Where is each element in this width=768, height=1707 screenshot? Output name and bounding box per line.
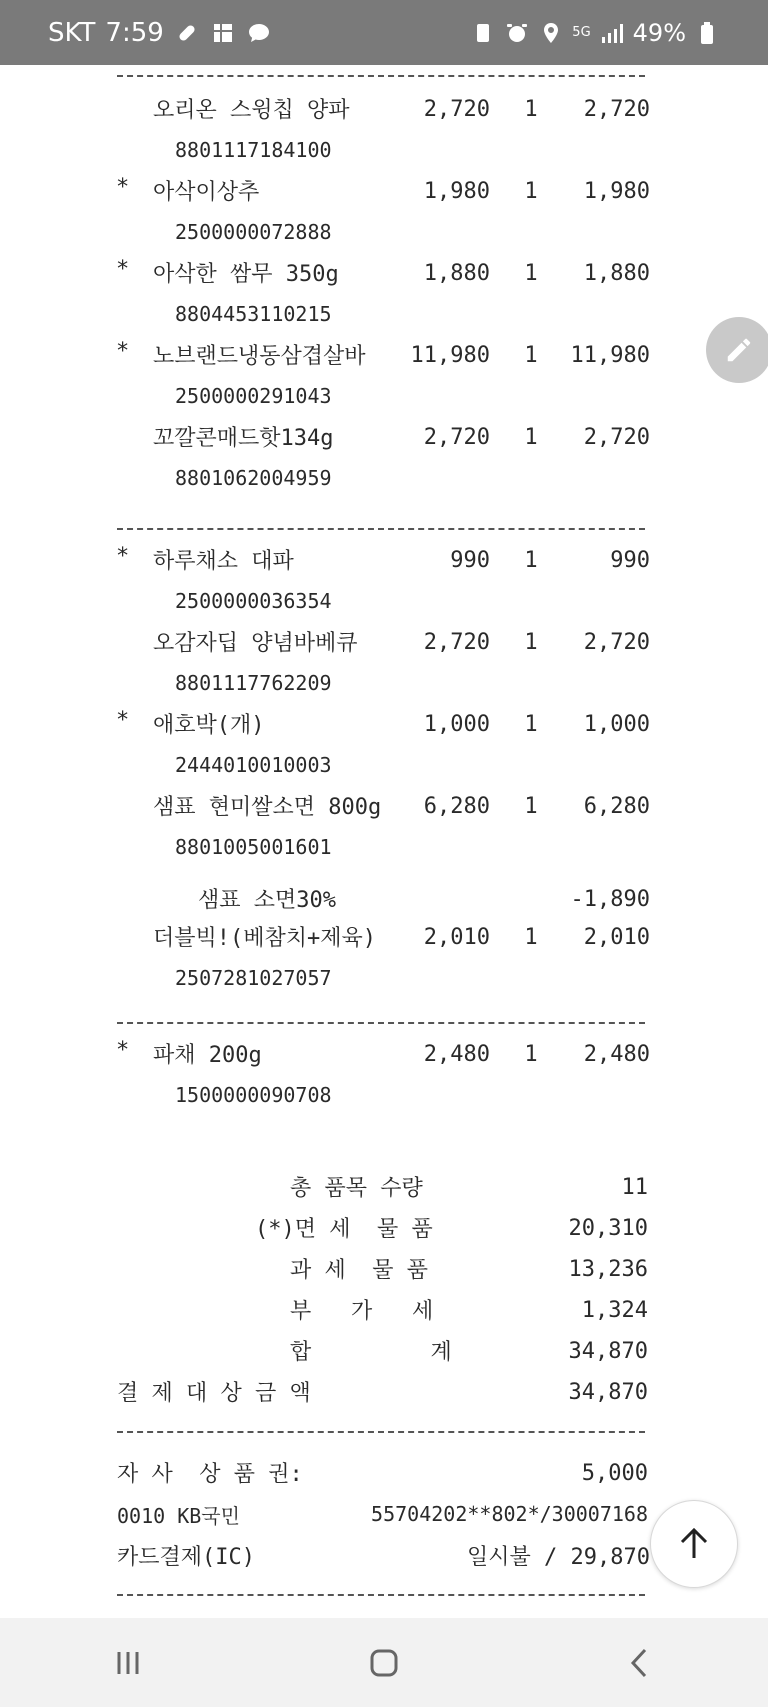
back-button[interactable]: [600, 1633, 680, 1693]
card-label: 0010 KB국민: [117, 1504, 240, 1528]
item-total: 2,480: [583, 1042, 650, 1067]
vat-value: 1,324: [581, 1298, 648, 1323]
item-total: 1,000: [583, 712, 650, 737]
divider: [117, 75, 645, 77]
taxfree-mark: *: [116, 708, 130, 733]
home-button[interactable]: [344, 1633, 424, 1693]
item-price: 1,000: [423, 712, 490, 737]
item-price: 990: [450, 548, 490, 573]
item-barcode: 1500000090708: [175, 1083, 332, 1107]
network-type: 5G: [572, 25, 591, 40]
discount-amount: -1,890: [570, 887, 650, 912]
item-price: 2,010: [423, 925, 490, 950]
item-qty: 1: [524, 925, 538, 950]
item-barcode: 2444010010003: [175, 753, 332, 777]
navigation-bar: [0, 1618, 768, 1707]
item-price: 2,720: [423, 425, 490, 450]
item-name: 오리온 스윙칩 양파: [153, 98, 350, 123]
item-total: 1,880: [583, 261, 650, 286]
total-label: 합 계: [290, 1340, 452, 1365]
receipt: [0, 65, 768, 1617]
pencil-icon: [724, 335, 754, 365]
pill-icon: [174, 20, 200, 46]
item-barcode: 2500000291043: [175, 384, 332, 408]
item-total: 2,720: [583, 630, 650, 655]
item-barcode: 2507281027057: [175, 966, 332, 990]
taxfree-mark: *: [116, 544, 130, 569]
item-qty: 1: [524, 794, 538, 819]
item-price: 2,720: [423, 97, 490, 122]
battery-icon: [694, 20, 720, 46]
taxfree-mark: *: [116, 339, 130, 364]
divider: [117, 1594, 645, 1596]
item-name: 하루채소 대파: [153, 549, 294, 574]
item-name: 오감자딥 양념바베큐: [153, 631, 358, 656]
divider: [117, 1022, 645, 1024]
signal-icon: [599, 20, 625, 46]
item-barcode: 8801117184100: [175, 138, 332, 162]
card-payment: 일시불 / 29,870: [467, 1545, 650, 1570]
taxable-label: 과 세 물 품: [290, 1258, 428, 1283]
item-barcode: 8801117762209: [175, 671, 332, 695]
item-qty: 1: [524, 343, 538, 368]
item-qty: 1: [524, 548, 538, 573]
item-name: 노브랜드냉동삼겹살바: [153, 344, 366, 369]
back-icon: [623, 1646, 657, 1680]
item-barcode: 8801062004959: [175, 466, 332, 490]
voucher-label: 자 사 상 품 권:: [117, 1462, 303, 1487]
item-qty: 1: [524, 97, 538, 122]
item-total: 2,010: [583, 925, 650, 950]
arrow-up-icon: [674, 1524, 714, 1564]
item-qty: 1: [524, 712, 538, 737]
item-name: 더블빅!(베참치+제육): [153, 926, 376, 951]
discount-label: 샘표 소면30%: [198, 888, 336, 913]
battery-percent: 49%: [632, 18, 686, 47]
taxable-value: 13,236: [568, 1257, 648, 1282]
item-price: 6,280: [423, 794, 490, 819]
item-price: 1,880: [423, 261, 490, 286]
recycle-icon: [470, 20, 496, 46]
item-total: 2,720: [583, 425, 650, 450]
card-type: 카드결제(IC): [117, 1545, 255, 1570]
item-name: 파채 200g: [153, 1043, 262, 1068]
taxfree-mark: *: [116, 257, 130, 282]
item-barcode: 2500000072888: [175, 220, 332, 244]
item-qty: 1: [524, 179, 538, 204]
item-total: 990: [610, 548, 650, 573]
item-total: 11,980: [570, 343, 650, 368]
status-bar-right: [470, 0, 720, 65]
message-bubble-icon: [246, 20, 272, 46]
taxfree-mark: *: [116, 175, 130, 200]
item-total: 1,980: [583, 179, 650, 204]
item-total: 2,720: [583, 97, 650, 122]
taxfree-mark: *: [116, 1038, 130, 1063]
item-name: 샘표 현미쌀소면 800g: [153, 795, 382, 820]
item-count-value: 11: [621, 1175, 648, 1200]
grid-icon: [210, 20, 236, 46]
item-barcode: 2500000036354: [175, 589, 332, 613]
clock: 7:59: [105, 17, 164, 48]
edit-button[interactable]: [706, 317, 768, 383]
item-count-label: 총 품목 수량: [290, 1176, 423, 1201]
voucher-value: 5,000: [581, 1461, 648, 1486]
alarm-icon: [504, 20, 530, 46]
item-qty: 1: [524, 261, 538, 286]
status-bar: [0, 0, 768, 65]
item-price: 11,980: [410, 343, 490, 368]
item-barcode: 8801005001601: [175, 835, 332, 859]
total-value: 34,870: [568, 1339, 648, 1364]
payment-target-label: 결 제 대 상 금 액: [117, 1381, 311, 1406]
card-number: 55704202**802*/30007168: [371, 1502, 648, 1526]
item-qty: 1: [524, 630, 538, 655]
item-qty: 1: [524, 1042, 538, 1067]
vat-label: 부 가 세: [290, 1299, 434, 1324]
taxfree-label: (*)면 세 물 품: [255, 1217, 433, 1242]
item-barcode: 8804453110215: [175, 302, 332, 326]
divider: [117, 1431, 645, 1433]
item-qty: 1: [524, 425, 538, 450]
location-icon: [538, 20, 564, 46]
item-name: 애호박(개): [153, 713, 265, 738]
divider: [117, 528, 645, 530]
home-icon: [367, 1646, 401, 1680]
taxfree-value: 20,310: [568, 1216, 648, 1241]
payment-target-value: 34,870: [568, 1380, 648, 1405]
item-price: 1,980: [423, 179, 490, 204]
item-total: 6,280: [583, 794, 650, 819]
recents-icon: [111, 1646, 145, 1680]
scroll-to-top-button[interactable]: [650, 1500, 738, 1588]
item-name: 아삭한 쌈무 350g: [153, 262, 339, 287]
item-price: 2,480: [423, 1042, 490, 1067]
item-price: 2,720: [423, 630, 490, 655]
item-name: 아삭이상추: [153, 180, 260, 205]
recents-button[interactable]: [88, 1633, 168, 1693]
status-bar-left: [48, 0, 272, 65]
carrier-label: SKT: [48, 17, 96, 48]
item-name: 꼬깔콘매드핫134g: [153, 426, 334, 451]
